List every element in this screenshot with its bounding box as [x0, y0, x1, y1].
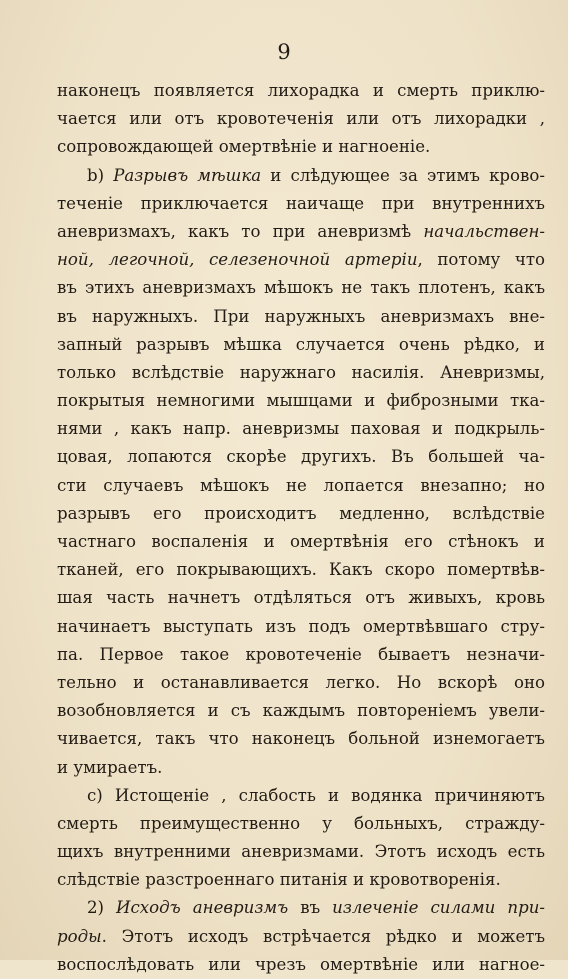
text-line — [57, 387, 545, 415]
italic-text-segment: роды — [57, 926, 102, 946]
text-segment: теченіе приключается наичаще при внутреннихъ — [57, 193, 545, 213]
text-line — [57, 218, 545, 246]
text-segment: сти случаевъ мѣшокъ не лопается внезапно; но — [57, 475, 545, 495]
text-segment: возобновляется и съ каждымъ повтореніемъ увели- — [57, 701, 545, 721]
text-line — [57, 500, 545, 528]
text-segment: разрывъ его происходитъ медленно, вслѣдствіе — [57, 503, 545, 523]
text-segment: аневризмахъ, какъ то при аневризмѣ — [57, 221, 424, 241]
text-segment: и слѣдующее за этимъ крово- — [261, 165, 545, 185]
text-segment: воспослѣдовать или чрезъ омертвѣніе или нагное- — [57, 954, 545, 974]
text-segment: 2) — [87, 898, 117, 918]
text-segment: смерть преимущественно у больныхъ, стражду- — [57, 813, 545, 833]
text-segment: въ — [288, 898, 333, 918]
text-line — [57, 697, 545, 725]
text-segment: щихъ внутренними аневризмами. Этотъ исходъ есть — [57, 842, 545, 862]
text-line — [57, 584, 545, 612]
text-segment: запный разрывъ мѣшка случается очень рѣдко, и — [57, 334, 545, 354]
italic-text-segment: Разрывъ мѣшка — [113, 165, 262, 185]
text-segment: c) Истощеніе , слабость и водянка причиняютъ — [87, 785, 545, 805]
text-segment: па. Первое такое кровотеченіе бываетъ незначи- — [57, 644, 545, 664]
text-segment: . Этотъ исходъ встрѣчается рѣдко и можетъ — [101, 926, 545, 946]
text-line — [57, 556, 545, 584]
text-line — [57, 641, 545, 669]
text-line — [57, 894, 545, 922]
text-segment: начинаетъ выступать изъ подъ омертвѣвшаго стру- — [57, 616, 545, 636]
text-segment: тканей, его покрывающихъ. Какъ скоро помертвѣв- — [57, 560, 545, 580]
italic-text-segment: излеченіе силами при- — [332, 898, 545, 918]
text-line — [57, 246, 545, 274]
text-segment: чается или отъ кровотеченія или отъ лихорадки , — [57, 109, 545, 129]
page-number: 9 — [277, 40, 291, 64]
text-line — [57, 274, 545, 302]
text-line — [57, 669, 545, 697]
text-line — [57, 782, 545, 810]
text-segment: сопровождающей омертвѣніе и нагноеніе. — [57, 137, 431, 157]
text-line — [57, 528, 545, 556]
text-segment: цовая, лопаются скорѣе другихъ. Въ большей ча- — [57, 447, 545, 467]
text-segment: частнаго воспаленія и омертвѣнія его стѣнокъ и — [57, 532, 545, 551]
text-line — [57, 810, 545, 838]
text-segment: шая часть начнетъ отдѣляться отъ живыхъ, кровь — [57, 588, 545, 608]
text-segment: b) — [87, 165, 114, 185]
text-segment: нями , какъ напр. аневризмы паховая и подкрыль- — [57, 419, 545, 439]
text-line — [57, 613, 545, 641]
text-segment: въ этихъ аневризмахъ мѣшокъ не такъ плотенъ, какъ — [57, 278, 545, 298]
text-line — [57, 415, 545, 443]
text-line — [57, 923, 545, 951]
italic-text-segment: ной, легочной, селезеночной артеріи — [57, 250, 418, 270]
text-line — [57, 133, 545, 161]
text-line — [57, 754, 545, 782]
text-segment: только вслѣдствіе наружнаго насилія. Аневризмы, — [57, 362, 545, 382]
italic-text-segment: начальствен- — [423, 221, 545, 241]
text-line — [57, 77, 545, 105]
text-line — [57, 866, 545, 894]
body-text — [57, 77, 545, 979]
text-segment: чивается, такъ что наконецъ больной изнемогаетъ — [57, 729, 545, 749]
text-segment: слѣдствіе разстроеннаго питанія и кровотворенія. — [57, 870, 501, 890]
text-segment: наконецъ появляется лихорадка и смерть приклю- — [57, 81, 545, 100]
text-line — [57, 331, 545, 359]
text-line — [57, 725, 545, 753]
text-segment: покрытыя немногими мышцами и фиброзными тка- — [57, 391, 545, 411]
text-segment: тельно и останавливается легко. Но вскорѣ оно — [57, 672, 545, 692]
text-line — [57, 190, 545, 218]
text-line — [57, 951, 545, 979]
text-segment: въ наружныхъ. При наружныхъ аневризмахъ вне- — [57, 306, 545, 326]
italic-text-segment: Исходъ аневризмъ — [116, 898, 289, 918]
text-line — [57, 472, 545, 500]
text-line — [57, 359, 545, 387]
text-line — [57, 838, 545, 866]
text-line — [57, 105, 545, 133]
text-line — [57, 303, 545, 331]
text-segment: и умираетъ. — [57, 757, 163, 777]
text-line — [57, 443, 545, 471]
text-line — [57, 162, 545, 190]
text-segment: , потому что — [417, 250, 545, 270]
